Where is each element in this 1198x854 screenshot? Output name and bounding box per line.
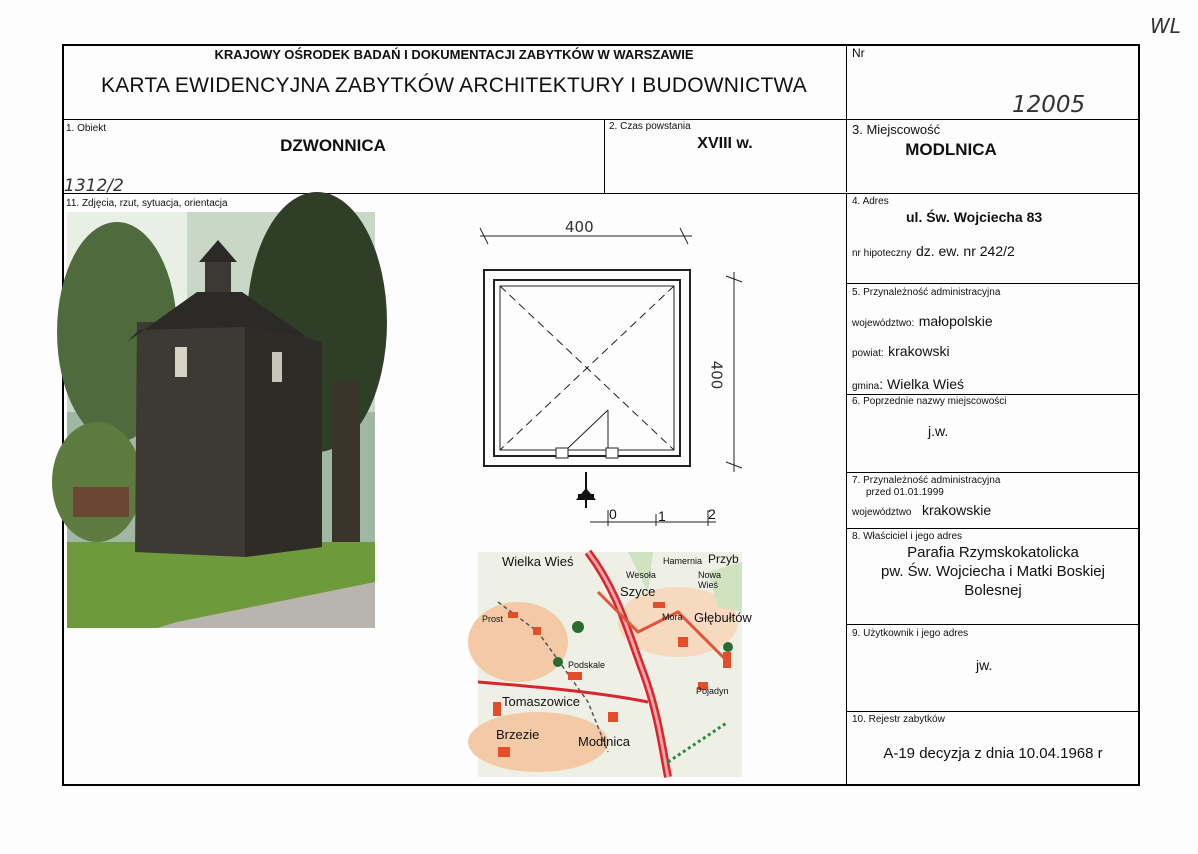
wlasciciel-line-3: Bolesnej — [964, 582, 1022, 599]
adres-value: ul. Św. Wojciecha 83 — [906, 209, 1043, 225]
wojewodztwo-label: województwo: — [852, 318, 915, 329]
map-label-modlnica: Modlnica — [578, 734, 631, 749]
powiat-label: powiat: — [852, 348, 884, 359]
map-label-mora: Mora — [662, 612, 683, 622]
bell-tower-photo — [67, 212, 375, 628]
divider — [846, 624, 1140, 625]
miejscowosc-value: MODLNICA — [905, 140, 997, 159]
map-label-tomaszowice: Tomaszowice — [502, 694, 581, 709]
wlasciciel-label: 8. Właściciel i jego adres — [852, 531, 963, 542]
divider — [846, 528, 1140, 529]
card-title: KARTA EWIDENCYJNA ZABYTKÓW ARCHITEKTURY I BUDOWNICTWA — [100, 74, 807, 97]
map-label-pojadyn: Pojadyn — [696, 686, 729, 696]
czas-value: XVIII w. — [697, 135, 753, 152]
hipoteczny-value: dz. ew. nr 242/2 — [915, 243, 1015, 259]
wojewodztwo-value: małopolskie — [918, 313, 993, 329]
rejestr-label: 10. Rejestr zabytków — [852, 714, 945, 725]
przed-woj-value: krakowskie — [921, 502, 992, 518]
scale-label-0: 0 — [609, 506, 617, 522]
poprzednie-label: 6. Poprzednie nazwy miejscowości — [852, 396, 1007, 407]
divider — [846, 472, 1140, 473]
map-label-wesola: Wesoła — [626, 570, 656, 580]
map-label-hamernia: Hamernia — [663, 556, 703, 566]
przed-label-1: 7. Przynależność administracyjna — [852, 475, 1001, 486]
rejestr-value: A-19 decyzja z dnia 10.04.1968 r — [883, 745, 1103, 762]
map-label-podskale: Podskale — [568, 660, 606, 670]
divider — [846, 283, 1140, 284]
powiat-row — [852, 343, 950, 361]
map-label-szyce: Szyce — [620, 584, 656, 599]
divider — [846, 193, 847, 786]
przed-label-2: przed 01.01.1999 — [866, 487, 944, 498]
nr-value: 12005 — [1012, 92, 1086, 118]
obiekt-ref: 1312/2 — [64, 176, 124, 196]
divider — [604, 119, 605, 193]
adres-label: 4. Adres — [852, 196, 889, 207]
przynaleznosc-label: 5. Przynależność administracyjna — [852, 287, 1001, 298]
divider — [846, 44, 847, 192]
powiat-value: krakowski — [888, 343, 950, 359]
miejscowosc-label: 3. Miejscowość — [852, 122, 941, 137]
przed-woj-row — [852, 502, 991, 520]
poprzednie-value: j.w. — [928, 423, 949, 439]
uzytkownik-label: 9. Użytkownik i jego adres — [852, 628, 969, 639]
map-label-glebultow: Głębułtów — [694, 610, 752, 625]
scale-label-2: 2 — [708, 506, 716, 522]
divider — [846, 394, 1140, 395]
gmina-label: gmina — [852, 381, 880, 392]
obiekt-label: 1. Obiekt — [66, 123, 107, 134]
wlasciciel-address — [846, 543, 1140, 600]
obiekt-value: DZWONNICA — [280, 136, 386, 155]
wojewodztwo-row — [852, 313, 993, 331]
map-label-nowa-wies: Nowa Wieś — [698, 570, 722, 590]
scale-label-1: 1 — [658, 508, 666, 524]
hipoteczny-label: nr hipoteczny — [852, 248, 912, 259]
zdjecia-label: 11. Zdjęcia, rzut, sytuacja, orientacja — [66, 198, 228, 209]
hipoteczny-row — [852, 243, 1015, 261]
czas-label: 2. Czas powstania — [609, 121, 691, 132]
przed-woj-label: województwo — [852, 507, 912, 518]
wlasciciel-line-1: Parafia Rzymskokatolicka — [907, 544, 1079, 561]
plan-dim-top: 400 — [565, 218, 594, 236]
map-label-brzezie: Brzezie — [496, 727, 540, 742]
map-label-przyb: Przyb — [708, 552, 739, 566]
divider — [62, 193, 1140, 194]
location-map — [478, 552, 752, 777]
corner-mark: WL — [1150, 14, 1181, 38]
nr-label: Nr — [852, 46, 865, 60]
divider — [62, 119, 1140, 120]
gmina-value: : Wielka Wieś — [879, 376, 965, 392]
gmina-row — [852, 376, 964, 394]
divider — [846, 711, 1140, 712]
map-label-prost: Prost — [482, 614, 504, 624]
plan-dim-side: 400 — [707, 360, 726, 390]
institution-name: KRAJOWY OŚRODEK BADAŃ I DOKUMENTACJI ZABYTKÓW W WARSZAWIE — [214, 47, 694, 62]
uzytkownik-value: jw. — [976, 657, 993, 673]
wlasciciel-line-2: pw. Św. Wojciecha i Matki Boskiej — [881, 563, 1105, 580]
map-label-wielka-wies: Wielka Wieś — [502, 554, 574, 569]
